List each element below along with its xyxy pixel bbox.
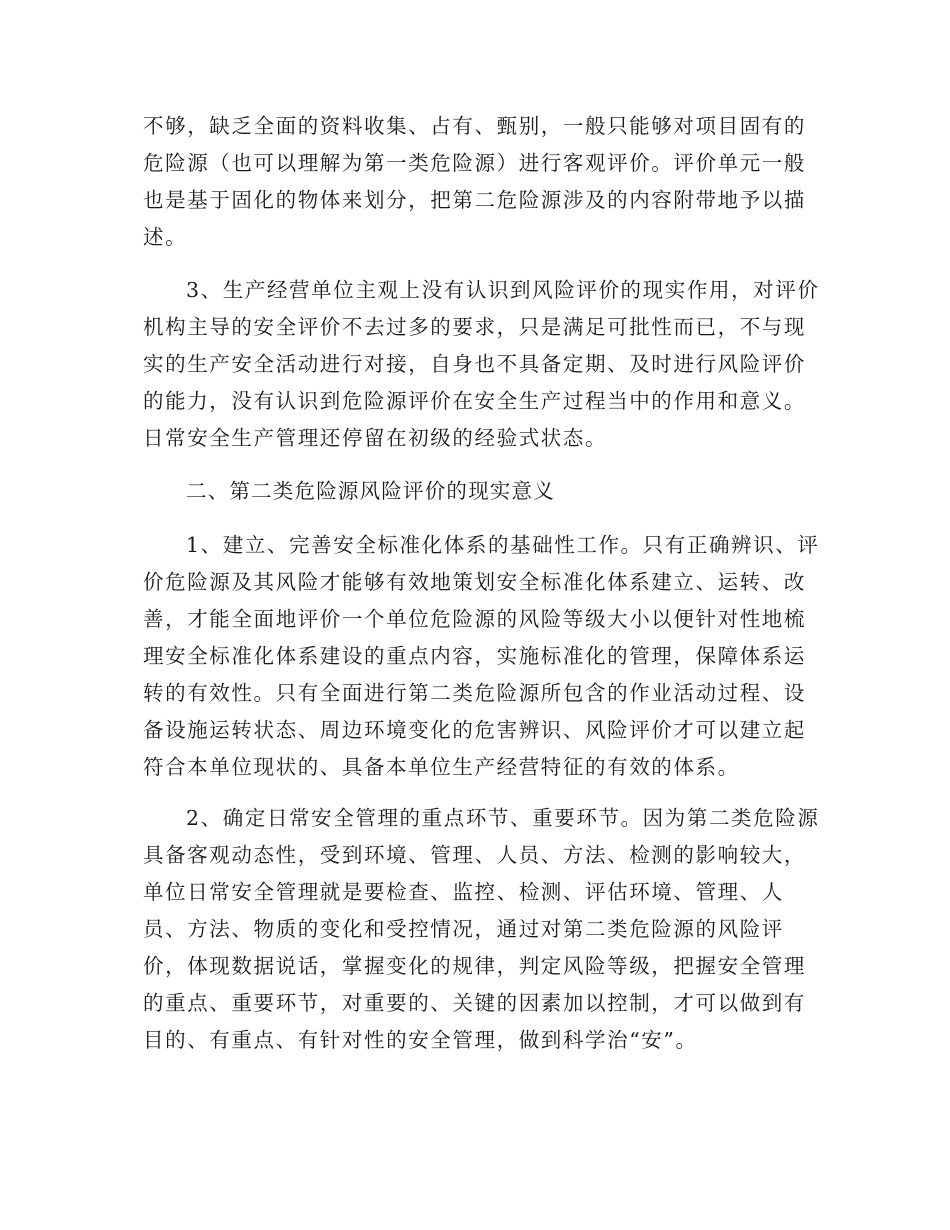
text-line: 2、确定日常安全管理的重点环节、重要环节。因为第二类危险源 [186, 806, 820, 830]
para-point-3 [143, 272, 820, 457]
text-line: 转的有效性。只有全面进行第二类危险源所包含的作业活动过程、设 [143, 681, 806, 705]
section-heading [143, 473, 808, 510]
text-line: 符合本单位现状的、具备本单位生产经营特征的有效的体系。 [143, 755, 740, 779]
text-line: 单位日常安全管理就是要检查、监控、检测、评估环境、管理、人 [143, 880, 784, 904]
text-line: 3、生产经营单位主观上没有认识到风险评价的现实作用，对评价 [186, 278, 820, 302]
text-line: 实的生产安全活动进行对接，自身也不具备定期、及时进行风险评价 [143, 352, 806, 376]
text-line: 危险源（也可以理解为第一类危险源）进行客观评价。评价单元一般 [143, 151, 806, 175]
text-line: 价，体现数据说话，掌握变化的规律，判定风险等级，把握安全管理 [143, 954, 806, 978]
text-line: 员、方法、物质的变化和受控情况，通过对第二类危险源的风险评 [143, 917, 784, 941]
text-line: 1、建立、完善安全标准化体系的基础性工作。只有正确辨识、评 [186, 533, 820, 557]
text-line: 善，才能全面地评价一个单位危险源的风险等级大小以便针对性地梳 [143, 607, 806, 631]
text-line: 述。 [143, 225, 188, 249]
text-line: 目的、有重点、有针对性的安全管理，做到科学治“安”。 [143, 1028, 698, 1052]
text-line: 理安全标准化体系建设的重点内容，实施标准化的管理，保障体系运 [143, 644, 806, 668]
text-line: 备设施运转状态、周边环境变化的危害辨识、风险评价才可以建立起 [143, 718, 806, 742]
text-line: 的能力，没有认识到危险源评价在安全生产过程当中的作用和意义。 [143, 389, 806, 413]
para-continuation [143, 108, 808, 256]
para-meaning-1 [143, 527, 820, 786]
text-line: 也是基于固化的物体来划分，把第二危险源涉及的内容附带地予以描 [143, 188, 806, 212]
text-line: 日常安全生产管理还停留在初级的经验式状态。 [143, 426, 608, 450]
text-line: 不够，缺乏全面的资料收集、占有、甄别，一般只能够对项目固有的 [143, 114, 806, 138]
text-line: 价危险源及其风险才能够有效地策划安全标准化体系建立、运转、改 [143, 570, 806, 594]
text-line: 的重点、重要环节，对重要的、关键的因素加以控制，才可以做到有 [143, 991, 806, 1015]
text-line: 具备客观动态性，受到环境、管理、人员、方法、检测的影响较大， [143, 843, 806, 867]
text-line: 机构主导的安全评价不去过多的要求，只是满足可批性而已，不与现 [143, 315, 806, 339]
heading-text: 二、第二类危险源风险评价的现实意义 [186, 479, 555, 503]
para-meaning-2 [143, 800, 820, 1059]
